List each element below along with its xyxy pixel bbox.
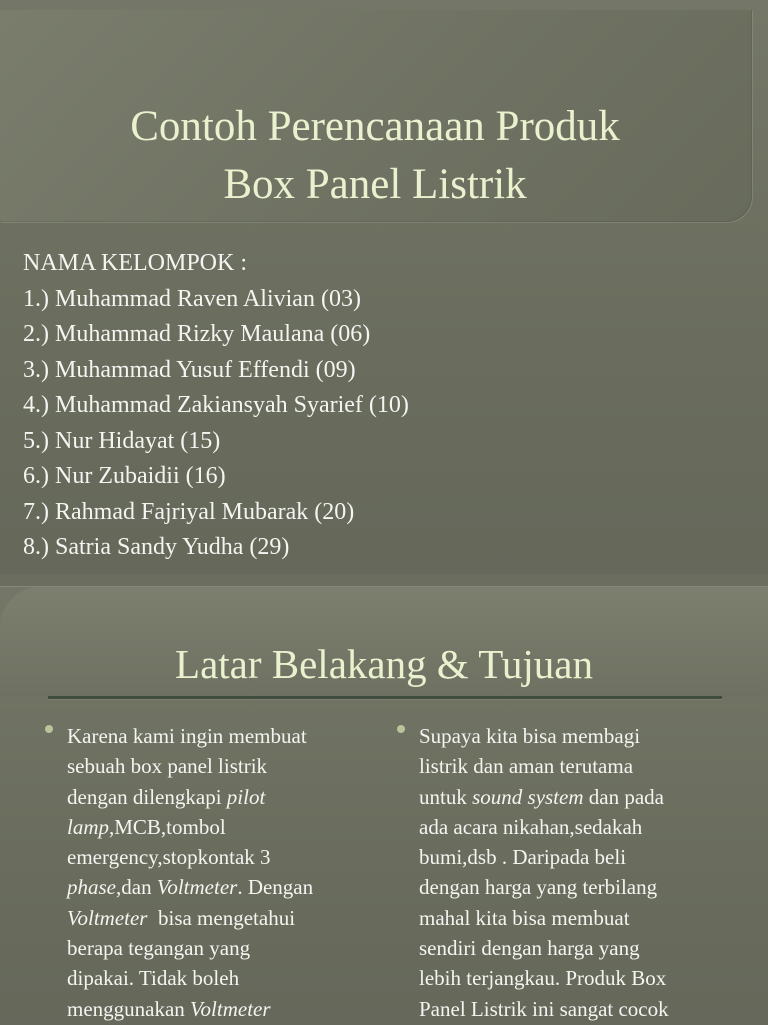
bullet-icon — [45, 725, 53, 733]
text-run: ,MCB,tombol — [109, 814, 226, 839]
member-item: 8.) Satria Sandy Yudha (29) — [23, 534, 290, 560]
title-line-2: Box Panel Listrik — [223, 161, 527, 208]
text-run: menggunakan — [67, 996, 191, 1021]
text-line — [67, 903, 387, 933]
text-line: Supaya kita bisa membagi — [419, 724, 641, 748]
member-item: 5.) Nur Hidayat (15) — [23, 427, 221, 454]
text-line — [67, 782, 387, 812]
text-line: mahal kita bisa membuat — [419, 905, 630, 930]
text-line: lebih terjangkau. Produk Box — [419, 966, 667, 991]
text-line — [67, 994, 387, 1024]
text-line: ada acara nikahan,sedakah — [419, 814, 643, 839]
member-item: 1.) Muhammad Raven Alivian (03) — [23, 285, 361, 312]
member-item: 3.) Muhammad Yusuf Effendi (09) — [23, 356, 356, 383]
slide-title — [30, 98, 720, 214]
group-member-list — [23, 246, 743, 566]
text-line: dipakai. Tidak boleh — [67, 966, 240, 991]
text-run: dengan dilengkapi — [67, 784, 227, 809]
text-line: sebuah box panel listrik — [67, 754, 268, 779]
italic-term: phase — [67, 875, 116, 900]
member-item: 4.) Muhammad Zakiansyah Syarief (10) — [23, 392, 409, 418]
text-run: dan pada — [583, 784, 664, 809]
member-item: 2.) Muhammad Rizky Maulana (06) — [23, 321, 371, 347]
right-column — [419, 721, 735, 1024]
italic-term: Voltmeter — [190, 996, 271, 1021]
text-line: emergency,stopkontak 3 — [67, 845, 271, 870]
text-line: bumi,dsb . Daripada beli — [419, 845, 627, 870]
title-divider — [48, 696, 722, 699]
italic-term: pilot — [226, 784, 266, 809]
text-line: listrik dan aman terutama — [419, 754, 634, 779]
italic-term: sound system — [472, 784, 584, 809]
text-line — [67, 872, 387, 902]
italic-term: Voltmeter — [156, 875, 238, 900]
text-line: dengan harga yang terbilang — [419, 875, 658, 900]
slide-2 — [0, 586, 768, 1025]
text-line: sendiri dengan harga yang — [419, 936, 640, 961]
text-line: Panel Listrik ini sangat cocok — [419, 996, 669, 1021]
title-line-1: Contoh Perencanaan Produk — [130, 103, 620, 150]
bullet-icon — [397, 725, 405, 733]
text-run: bisa mengetahui — [147, 905, 296, 930]
text-line: Karena kami ingin membuat — [67, 724, 307, 748]
text-line — [67, 812, 387, 842]
text-line: berapa tegangan yang — [67, 936, 251, 961]
italic-term: lamp — [67, 814, 109, 839]
text-line — [419, 782, 735, 812]
slide-2-title: Latar Belakang & Tujuan — [175, 641, 593, 687]
text-run: . Dengan — [237, 875, 314, 900]
italic-term: Voltmeter — [67, 905, 148, 930]
text-run: untuk — [419, 784, 473, 809]
member-item: 6.) Nur Zubaidii (16) — [23, 463, 226, 489]
group-heading: NAMA KELOMPOK : — [23, 250, 248, 276]
text-run: ,dan — [116, 875, 157, 900]
member-item: 7.) Rahmad Fajriyal Mubarak (20) — [23, 498, 355, 525]
left-column — [67, 721, 387, 1024]
